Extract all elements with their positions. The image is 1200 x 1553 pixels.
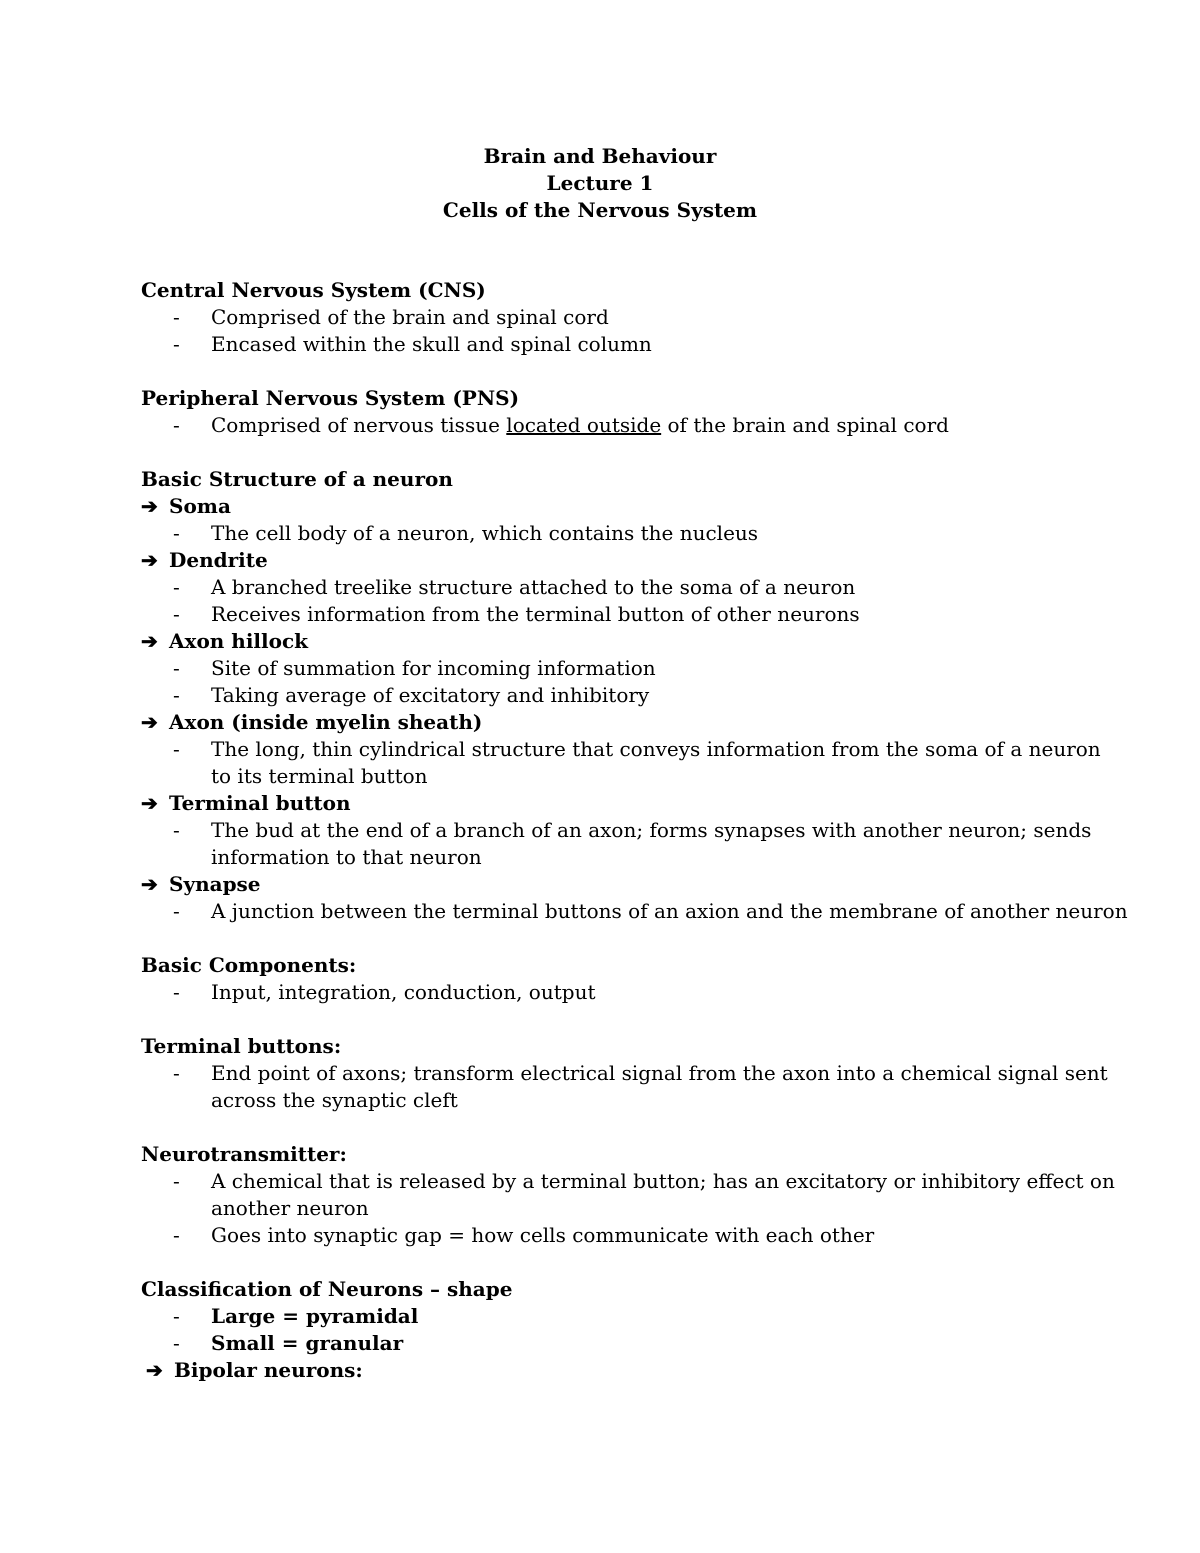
lecture-number: Lecture 1	[546, 171, 654, 195]
section-heading: Basic Components:	[141, 953, 357, 977]
arrow-right-icon: ➔	[141, 710, 158, 734]
bullet-dash: -	[173, 683, 180, 707]
term-label: Axon hillock	[169, 629, 308, 653]
list-item	[141, 1168, 1115, 1195]
term-label: Bipolar neurons:	[174, 1358, 363, 1382]
term-label: Soma	[169, 494, 231, 518]
title-line: Brain and Behaviour	[483, 144, 717, 168]
list-item-text: information to that neuron	[211, 845, 482, 869]
bullet-dash: -	[173, 899, 180, 923]
list-item-continuation	[141, 763, 1101, 790]
bullet-dash: -	[173, 332, 180, 356]
bullet-dash: -	[173, 521, 180, 545]
arrow-right-icon: ➔	[141, 791, 158, 815]
list-item-text: A chemical that is released by a terminal button; has an excitatory or inhibitory effect on	[211, 1169, 1115, 1193]
bullet-dash: -	[173, 656, 180, 680]
arrow-right-icon: ➔	[141, 872, 158, 896]
list-item-text: Site of summation for incoming information	[211, 656, 656, 680]
list-item-text: across the synaptic cleft	[211, 1088, 458, 1112]
text-run: of the brain and spinal cord	[661, 413, 949, 437]
list-item-text: Encased within the skull and spinal column	[211, 332, 652, 356]
arrow-right-icon: ➔	[141, 629, 158, 653]
list-item-text: A branched treelike structure attached to the soma of a neuron	[211, 575, 856, 599]
list-item-text: A junction between the terminal buttons of an axion and the membrane of another neuron	[211, 899, 1128, 923]
list-item	[141, 1303, 1101, 1330]
list-item-text: Taking average of excitatory and inhibitory	[211, 683, 650, 707]
list-item	[141, 1330, 1101, 1357]
term-label: Axon (inside myelin sheath)	[169, 710, 483, 734]
bullet-dash: -	[173, 413, 180, 437]
bullet-dash: -	[173, 1331, 180, 1355]
section-heading: Classification of Neurons – shape	[141, 1277, 513, 1301]
bullet-dash: -	[173, 575, 180, 599]
list-item-text: End point of axons; transform electrical signal from the axon into a chemical signal sent	[211, 1061, 1108, 1085]
bullet-dash: -	[173, 737, 180, 761]
bullet-dash: -	[173, 980, 180, 1004]
list-item-continuation	[141, 1087, 1101, 1114]
arrow-right-icon: ➔	[146, 1358, 163, 1382]
term-dendrite	[141, 547, 1101, 574]
document-title	[0, 143, 1200, 224]
list-item-text: Large = pyramidal	[211, 1304, 419, 1328]
bullet-dash: -	[173, 1169, 180, 1193]
term-axon	[141, 709, 1101, 736]
list-item-text: Small = granular	[211, 1331, 404, 1355]
list-item	[141, 520, 1101, 547]
term-terminal-button	[141, 790, 1101, 817]
document-body	[141, 277, 1128, 1384]
section-heading: Peripheral Nervous System (PNS)	[141, 386, 520, 410]
lecture-topic: Cells of the Nervous System	[442, 198, 758, 222]
list-item	[141, 574, 1101, 601]
list-item	[141, 898, 1128, 925]
list-item	[141, 601, 1101, 628]
bullet-dash: -	[173, 305, 180, 329]
list-item-text: The cell body of a neuron, which contains the nucleus	[211, 521, 759, 545]
list-item-text: Receives information from the terminal button of other neurons	[211, 602, 860, 626]
list-item	[141, 682, 1101, 709]
list-item-text: Comprised of the brain and spinal cord	[211, 305, 609, 329]
list-item-continuation	[141, 844, 1101, 871]
bullet-dash: -	[173, 818, 180, 842]
section-heading: Neurotransmitter:	[141, 1142, 347, 1166]
term-axon-hillock	[141, 628, 1101, 655]
bullet-dash: -	[173, 602, 180, 626]
list-item-text: The bud at the end of a branch of an axon; forms synapses with another neuron; sends	[211, 818, 1092, 842]
list-item	[141, 412, 1101, 439]
list-item-text: to its terminal button	[211, 764, 428, 788]
underlined-text: located outside	[506, 413, 662, 437]
arrow-right-icon: ➔	[141, 548, 158, 572]
list-item-text: Goes into synaptic gap = how cells communicate with each other	[211, 1223, 875, 1247]
term-bipolar-neurons	[141, 1357, 1101, 1384]
list-item	[141, 1060, 1108, 1087]
term-label: Terminal button	[169, 791, 351, 815]
list-item	[141, 1222, 1101, 1249]
list-item	[141, 817, 1101, 844]
bullet-dash: -	[173, 1304, 180, 1328]
arrow-right-icon: ➔	[141, 494, 158, 518]
list-item-text: The long, thin cylindrical structure that conveys information from the soma of a neuron	[211, 737, 1101, 761]
bullet-dash: -	[173, 1061, 180, 1085]
list-item	[141, 979, 1101, 1006]
list-item	[141, 331, 1101, 358]
list-item-text: Input, integration, conduction, output	[211, 980, 596, 1004]
section-heading: Central Nervous System (CNS)	[141, 278, 486, 302]
term-soma	[141, 493, 1101, 520]
bullet-dash: -	[173, 1223, 180, 1247]
list-item	[141, 736, 1101, 763]
section-heading: Basic Structure of a neuron	[141, 467, 453, 491]
list-item	[141, 304, 1101, 331]
list-item-text: another neuron	[211, 1196, 369, 1220]
list-item-text	[211, 412, 949, 439]
list-item-continuation	[141, 1195, 1101, 1222]
text-run: Comprised of nervous tissue	[211, 413, 507, 437]
term-label: Synapse	[169, 872, 261, 896]
section-heading: Terminal buttons:	[141, 1034, 342, 1058]
term-synapse	[141, 871, 1101, 898]
term-label: Dendrite	[169, 548, 268, 572]
list-item	[141, 655, 1101, 682]
